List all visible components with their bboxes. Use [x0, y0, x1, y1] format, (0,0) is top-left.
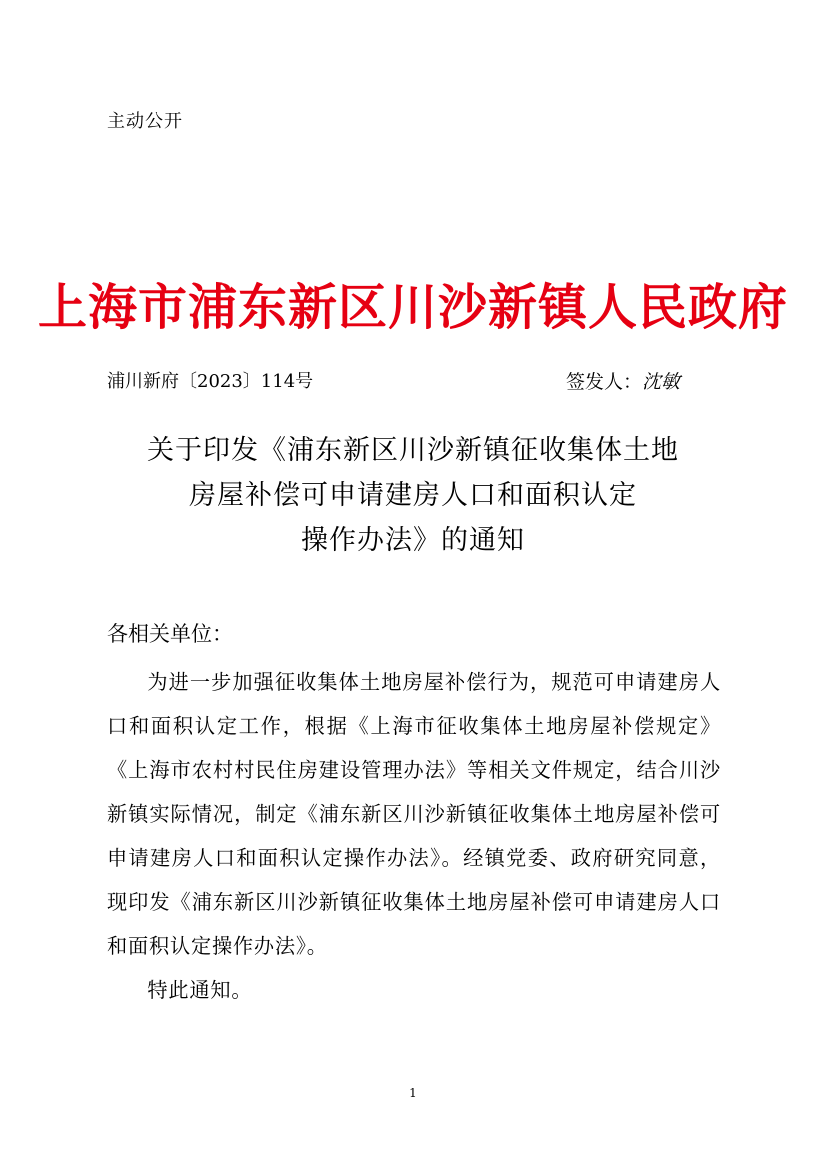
body-paragraph: 为进一步加强征收集体土地房屋补偿行为，规范可申请建房人口和面积认定工作，根据《上海市征收集体土地房屋补偿规定》《上海市农村村民住房建设管理办法》等相关文件规定，结合川沙新镇实际情况，制定《浦东新区川沙新镇征收集体土地房屋补偿可申请建房人口和面积认定操作办法》。经镇党委、政府研究同意，现印发《浦东新区川沙新镇征收集体土地房屋补偿可申请建房人口和面积认定操作办法》。 — [107, 670, 721, 958]
salutation: 各相关单位： — [107, 622, 233, 646]
page-number: 1 — [409, 1086, 417, 1100]
closing-paragraph: 特此通知。 — [147, 978, 253, 1002]
body-text — [107, 660, 721, 1012]
signer-label: 签发人： — [566, 371, 643, 393]
document-title — [0, 428, 826, 563]
signer-name: 沈敏 — [642, 371, 681, 393]
issuing-authority-title: 上海市浦东新区川沙新镇人民政府 — [37, 278, 788, 336]
document-title-line: 房屋补偿可申请建房人口和面积认定 — [189, 480, 637, 511]
document-title-line: 操作办法》的通知 — [301, 525, 525, 556]
disclosure-label: 主动公开 — [107, 111, 183, 132]
document-title-line: 关于印发《浦东新区川沙新镇征收集体土地 — [147, 435, 679, 466]
signer-block — [566, 368, 680, 396]
document-number: 浦川新府〔2023〕114号 — [107, 371, 314, 392]
